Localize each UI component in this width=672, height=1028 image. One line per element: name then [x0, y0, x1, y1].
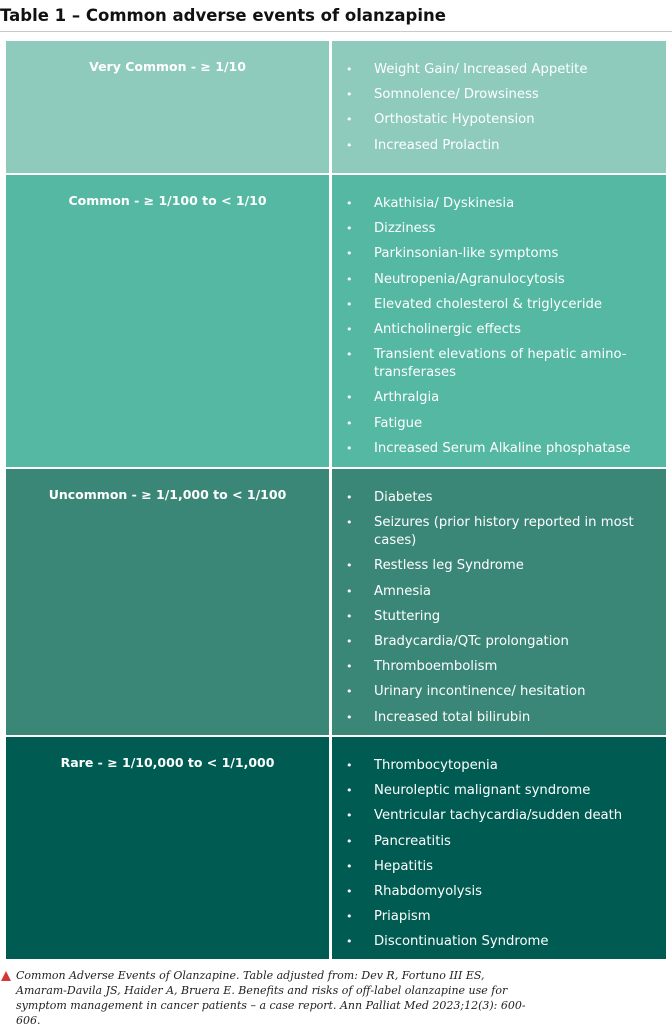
- bullet-icon: •: [346, 88, 353, 102]
- list-item: [332, 908, 666, 926]
- bullet-icon: •: [346, 297, 353, 311]
- event-text: Increased total bilirubin: [374, 709, 531, 725]
- category-label: Uncommon - ≥ 1/1,000 to < 1/100: [48, 487, 287, 502]
- list-item: [332, 757, 666, 775]
- bullet-icon: •: [346, 584, 353, 598]
- event-text: Increased Prolactin: [374, 137, 500, 153]
- table-row-common: [6, 175, 666, 467]
- event-text: Thrombocytopenia: [374, 758, 498, 773]
- events-cell: [332, 737, 666, 959]
- category-cell: [6, 737, 329, 959]
- events-list: [332, 489, 666, 734]
- bullet-icon: •: [346, 416, 353, 430]
- bullet-icon: •: [346, 247, 353, 261]
- list-item: [332, 296, 666, 314]
- bullet-icon: •: [346, 559, 353, 573]
- bullet-icon: •: [346, 834, 353, 848]
- bullet-icon: •: [346, 391, 353, 405]
- bullet-icon: •: [346, 884, 353, 898]
- category-cell: [6, 41, 329, 173]
- table-caption: [0, 968, 672, 1027]
- event-text: Pancreatitis: [374, 833, 451, 849]
- event-text: Ventricular tachycardia/sudden death: [374, 808, 623, 824]
- list-item: [332, 415, 666, 433]
- caption-text: Common Adverse Events of Olanzapine. Table adjusted from: Dev R, Fortuno III ES, Amaram-Davila JS, Haider A, Bruera E. Benefits and risks of off-label olanzapine use for symptom management in cancer patients – a case report. Ann Palliat Med 2023;12(3): 600-606.: [16, 969, 526, 1027]
- list-item: [332, 245, 666, 263]
- list-item: [332, 608, 666, 626]
- list-item: [332, 833, 666, 851]
- bullet-icon: •: [346, 634, 353, 648]
- events-list: [332, 757, 666, 959]
- list-item: [332, 489, 666, 507]
- category-cell: [6, 469, 329, 735]
- table-row-uncommon: [6, 469, 666, 735]
- list-item: [332, 195, 666, 213]
- bullet-icon: •: [346, 272, 353, 286]
- event-text: Weight Gain/ Increased Appetite: [374, 62, 588, 77]
- list-item: [332, 220, 666, 238]
- bullet-icon: •: [346, 784, 353, 798]
- list-item: [332, 321, 666, 339]
- event-text: Stuttering: [374, 608, 441, 624]
- event-text: Seizures (prior history reported in most cases): [374, 515, 634, 549]
- bullet-icon: •: [346, 113, 353, 127]
- list-item: [332, 557, 666, 575]
- event-text: Orthostatic Hypotension: [374, 112, 535, 128]
- event-text: Urinary incontinence/ hesitation: [374, 684, 586, 700]
- list-item: [332, 440, 666, 458]
- event-text: Transient elevations of hepatic amino-transferases: [374, 347, 627, 381]
- event-text: Parkinsonian-like symptoms: [374, 246, 559, 262]
- event-text: Arthralgia: [374, 390, 440, 406]
- list-item: [332, 683, 666, 701]
- list-item: [332, 514, 666, 550]
- list-item: [332, 61, 666, 79]
- event-text: Akathisia/ Dyskinesia: [374, 196, 515, 211]
- category-label: Common - ≥ 1/100 to < 1/10: [68, 193, 267, 208]
- list-item: [332, 271, 666, 289]
- event-text: Amnesia: [374, 583, 431, 599]
- bullet-icon: •: [346, 710, 353, 724]
- list-item: [332, 111, 666, 129]
- event-text: Priapism: [374, 909, 431, 925]
- title-divider: [0, 31, 672, 32]
- events-cell: [332, 469, 666, 735]
- event-text: Rhabdomyolysis: [374, 883, 483, 899]
- events-list: [332, 195, 666, 465]
- event-text: Diabetes: [374, 490, 433, 505]
- event-text: Somnolence/ Drowsiness: [374, 87, 539, 103]
- bullet-icon: •: [346, 322, 353, 336]
- event-text: Discontinuation Syndrome: [374, 934, 549, 950]
- table-row-very-common: [6, 41, 666, 173]
- bullet-icon: •: [346, 516, 353, 530]
- bullet-icon: •: [346, 609, 353, 623]
- bullet-icon: •: [346, 222, 353, 236]
- event-text: Hepatitis: [374, 858, 434, 874]
- bullet-icon: •: [346, 910, 353, 924]
- event-text: Fatigue: [374, 415, 423, 431]
- event-text: Bradycardia/QTc prolongation: [374, 633, 569, 649]
- bullet-icon: •: [346, 935, 353, 949]
- bullet-icon: •: [346, 441, 353, 455]
- event-text: Restless leg Syndrome: [374, 558, 524, 574]
- event-text: Elevated cholesterol & triglyceride: [374, 296, 603, 312]
- bullet-icon: •: [346, 660, 353, 674]
- list-item: [332, 137, 666, 155]
- list-item: [332, 346, 666, 382]
- bullet-icon: •: [346, 759, 353, 772]
- list-item: [332, 782, 666, 800]
- event-text: Dizziness: [374, 221, 436, 237]
- list-item: [332, 658, 666, 676]
- list-item: [332, 933, 666, 951]
- bullet-icon: •: [346, 197, 353, 210]
- list-item: [332, 86, 666, 104]
- bullet-icon: •: [346, 491, 353, 504]
- events-list: [332, 61, 666, 162]
- list-item: [332, 709, 666, 727]
- table-title: Table 1 – Common adverse events of olanzapine: [0, 6, 446, 25]
- bullet-icon: •: [346, 859, 353, 873]
- events-cell: [332, 175, 666, 467]
- event-text: Increased Serum Alkaline phosphatase: [374, 440, 631, 456]
- category-label: Very Common - ≥ 1/10: [89, 59, 246, 74]
- category-cell: [6, 175, 329, 467]
- category-label: Rare - ≥ 1/10,000 to < 1/1,000: [60, 755, 275, 770]
- bullet-icon: •: [346, 809, 353, 823]
- list-item: [332, 583, 666, 601]
- event-text: Neuroleptic malignant syndrome: [374, 783, 591, 799]
- list-item: [332, 807, 666, 825]
- list-item: [332, 883, 666, 901]
- bullet-icon: •: [346, 685, 353, 699]
- list-item: [332, 633, 666, 651]
- caption-marker-icon: [1, 971, 11, 981]
- events-cell: [332, 41, 666, 173]
- table-row-rare: [6, 737, 666, 959]
- bullet-icon: •: [346, 348, 353, 362]
- event-text: Neutropenia/Agranulocytosis: [374, 271, 565, 287]
- list-item: [332, 858, 666, 876]
- event-text: Thromboembolism: [374, 659, 498, 675]
- bullet-icon: •: [346, 138, 353, 152]
- event-text: Anticholinergic effects: [374, 321, 521, 337]
- bullet-icon: •: [346, 63, 353, 76]
- list-item: [332, 389, 666, 407]
